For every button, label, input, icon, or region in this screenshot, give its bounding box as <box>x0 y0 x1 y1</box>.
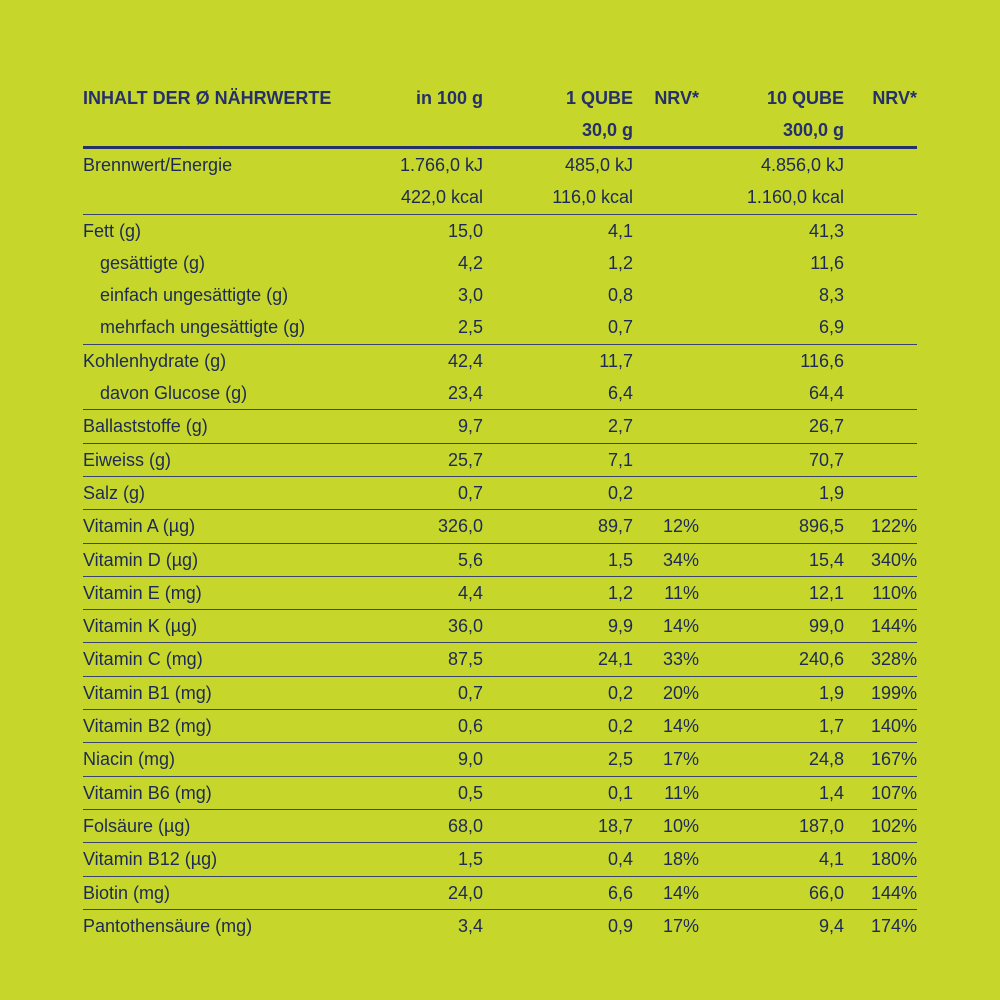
row-label: einfach ungesättigte (g) <box>100 285 289 306</box>
cell-10-qube: 26,7 <box>808 416 844 437</box>
cell-1-qube: 24,1 <box>597 649 633 670</box>
cell-nrv-10-qube: 107% <box>870 782 917 803</box>
header-nrv-10-qube: NRV* <box>872 88 917 108</box>
table-row <box>83 709 917 742</box>
row-label: Eiweiss (g) <box>83 449 172 470</box>
row-label: Biotin (mg) <box>83 882 171 903</box>
cell-per-100g: 24,0 <box>447 882 483 903</box>
cell-nrv-1-qube: 33% <box>662 649 699 670</box>
row-label: Folsäure (µg) <box>83 815 191 836</box>
cell-10-qube: 70,7 <box>808 449 844 470</box>
cell-nrv-10-qube: 199% <box>870 682 917 703</box>
cell-nrv-1-qube: 11% <box>664 782 699 803</box>
cell-10-qube: 99,0 <box>808 616 844 637</box>
row-label: Vitamin D (µg) <box>83 549 199 570</box>
table-row <box>83 279 917 311</box>
cell-per-100g: 15,0 <box>447 220 483 241</box>
table-body <box>83 149 917 942</box>
header-nrv-1-qube: NRV* <box>654 88 699 108</box>
table-row <box>83 149 917 181</box>
cell-1-qube: 4,1 <box>607 220 633 241</box>
cell-nrv-10-qube: 180% <box>870 849 917 870</box>
cell-10-qube: 6,9 <box>818 317 844 338</box>
cell-per-100g: 68,0 <box>447 815 483 836</box>
cell-nrv-1-qube: 14% <box>662 716 699 737</box>
header-per-100g: in 100 g <box>415 88 483 108</box>
table-row <box>83 509 917 542</box>
table-row <box>83 609 917 642</box>
cell-1-qube: 2,7 <box>607 416 633 437</box>
row-label: Fett (g) <box>83 220 142 241</box>
cell-per-100g: 3,4 <box>457 915 483 936</box>
row-label: Kohlenhydrate (g) <box>83 350 227 371</box>
cell-per-100g: 9,0 <box>457 749 483 770</box>
cell-per-100g: 0,5 <box>457 782 483 803</box>
cell-nrv-10-qube: 144% <box>870 616 917 637</box>
cell-per-100g: 36,0 <box>447 616 483 637</box>
subheader-10-qube-weight: 300,0 g <box>782 120 844 140</box>
table-row <box>83 311 917 343</box>
cell-per-100g: 2,5 <box>457 317 483 338</box>
row-label: gesättigte (g) <box>100 252 206 273</box>
row-label: Vitamin C (mg) <box>83 649 203 670</box>
cell-10-qube: 4,1 <box>818 849 844 870</box>
cell-1-qube: 2,5 <box>607 749 633 770</box>
table-row <box>83 181 917 213</box>
table-row <box>83 476 917 509</box>
cell-per-100g: 25,7 <box>447 449 483 470</box>
cell-10-qube: 11,6 <box>810 252 844 273</box>
cell-nrv-10-qube: 102% <box>870 815 917 836</box>
cell-10-qube: 240,6 <box>798 649 844 670</box>
cell-per-100g: 3,0 <box>457 285 483 306</box>
row-label: Brennwert/Energie <box>83 155 233 175</box>
cell-per-100g: 23,4 <box>447 383 483 404</box>
cell-1-qube: 0,7 <box>607 317 633 338</box>
cell-1-qube: 0,2 <box>607 682 633 703</box>
cell-per-100g: 0,7 <box>457 682 483 703</box>
cell-10-qube: 64,4 <box>808 383 844 404</box>
cell-1-qube: 0,4 <box>607 849 633 870</box>
cell-per-100g: 4,4 <box>457 582 483 603</box>
cell-1-qube: 0,1 <box>607 782 633 803</box>
nutrition-table <box>83 80 917 942</box>
table-row <box>83 576 917 609</box>
table-row <box>83 247 917 279</box>
cell-1-qube: 6,6 <box>607 882 633 903</box>
cell-1-qube: 9,9 <box>607 616 633 637</box>
cell-10-qube: 1,9 <box>818 682 844 703</box>
table-row <box>83 409 917 442</box>
cell-per-100g: 4,2 <box>457 252 483 273</box>
cell-10-qube: 187,0 <box>798 815 844 836</box>
cell-10-qube: 12,1 <box>808 582 844 603</box>
table-row <box>83 443 917 476</box>
cell-nrv-10-qube: 328% <box>870 649 917 670</box>
cell-nrv-1-qube: 34% <box>662 549 699 570</box>
cell-nrv-10-qube: 174% <box>870 915 917 936</box>
cell-10-qube: 66,0 <box>808 882 844 903</box>
cell-per-100g: 1.766,0 kJ <box>399 155 483 175</box>
cell-nrv-10-qube: 122% <box>870 516 917 537</box>
table-row <box>83 909 917 942</box>
cell-per-100g: 87,5 <box>447 649 483 670</box>
cell-nrv-1-qube: 11% <box>664 582 699 603</box>
row-label: Vitamin A (µg) <box>83 516 196 537</box>
row-label: Vitamin E (mg) <box>83 582 202 603</box>
cell-nrv-10-qube: 144% <box>870 882 917 903</box>
cell-nrv-1-qube: 14% <box>662 616 699 637</box>
cell-nrv-1-qube: 14% <box>662 882 699 903</box>
cell-1-qube: 0,2 <box>607 716 633 737</box>
table-row <box>83 214 917 247</box>
cell-10-qube: 24,8 <box>808 749 844 770</box>
table-row <box>83 676 917 709</box>
cell-1-qube: 1,2 <box>607 582 633 603</box>
cell-10-qube: 1,7 <box>818 716 844 737</box>
cell-1-qube: 89,7 <box>597 516 633 537</box>
cell-10-qube: 4.856,0 kJ <box>760 155 844 175</box>
cell-nrv-1-qube: 10% <box>662 815 699 836</box>
table-header-row <box>83 80 917 112</box>
cell-1-qube: 6,4 <box>607 383 633 404</box>
cell-10-qube: 1,9 <box>818 482 844 503</box>
cell-nrv-1-qube: 17% <box>662 915 699 936</box>
cell-nrv-10-qube: 167% <box>870 749 917 770</box>
cell-nrv-10-qube: 340% <box>870 549 917 570</box>
table-subheader-row <box>83 112 917 144</box>
row-label: davon Glucose (g) <box>100 383 248 404</box>
cell-10-qube: 15,4 <box>808 549 844 570</box>
cell-nrv-1-qube: 20% <box>662 682 699 703</box>
cell-per-100g: 42,4 <box>447 350 483 371</box>
row-label: Niacin (mg) <box>83 749 176 770</box>
table-row <box>83 543 917 576</box>
cell-per-100g: 422,0 kcal <box>400 187 483 208</box>
table-row <box>83 776 917 809</box>
cell-10-qube: 9,4 <box>818 915 844 936</box>
table-row <box>83 377 917 409</box>
cell-1-qube: 1,2 <box>607 252 633 273</box>
cell-1-qube: 0,8 <box>607 285 633 306</box>
subheader-1-qube-weight: 30,0 g <box>581 120 633 140</box>
cell-per-100g: 5,6 <box>457 549 483 570</box>
table-row <box>83 642 917 675</box>
cell-10-qube: 896,5 <box>798 516 844 537</box>
cell-per-100g: 9,7 <box>457 416 483 437</box>
cell-1-qube: 0,2 <box>607 482 633 503</box>
cell-1-qube: 7,1 <box>607 449 633 470</box>
table-row <box>83 842 917 875</box>
header-label-column: INHALT DER Ø NÄHRWERTE <box>83 88 332 108</box>
cell-1-qube: 18,7 <box>597 815 633 836</box>
cell-per-100g: 326,0 <box>437 516 483 537</box>
cell-1-qube: 485,0 kJ <box>564 155 633 175</box>
table-row <box>83 876 917 909</box>
cell-nrv-10-qube: 140% <box>870 716 917 737</box>
row-label: Vitamin B1 (mg) <box>83 682 212 703</box>
cell-nrv-1-qube: 12% <box>662 516 699 537</box>
row-label: Vitamin K (µg) <box>83 616 198 637</box>
table-row <box>83 742 917 775</box>
cell-1-qube: 11,7 <box>599 350 633 371</box>
cell-10-qube: 1.160,0 kcal <box>746 187 844 208</box>
cell-nrv-10-qube: 110% <box>872 582 917 603</box>
cell-nrv-1-qube: 17% <box>662 749 699 770</box>
cell-1-qube: 116,0 kcal <box>552 187 633 208</box>
cell-10-qube: 116,6 <box>800 350 844 371</box>
cell-10-qube: 41,3 <box>808 220 844 241</box>
cell-10-qube: 8,3 <box>818 285 844 306</box>
cell-per-100g: 0,7 <box>457 482 483 503</box>
cell-10-qube: 1,4 <box>818 782 844 803</box>
row-label: mehrfach ungesättigte (g) <box>100 317 306 338</box>
cell-per-100g: 1,5 <box>457 849 483 870</box>
cell-nrv-1-qube: 18% <box>662 849 699 870</box>
table-row <box>83 344 917 377</box>
row-label: Vitamin B2 (mg) <box>83 716 212 737</box>
cell-per-100g: 0,6 <box>457 716 483 737</box>
cell-1-qube: 0,9 <box>607 915 633 936</box>
row-label: Ballaststoffe (g) <box>83 416 208 437</box>
row-label: Pantothensäure (mg) <box>83 915 253 936</box>
header-1-qube: 1 QUBE <box>565 88 633 108</box>
cell-1-qube: 1,5 <box>607 549 633 570</box>
row-label: Vitamin B12 (µg) <box>83 849 218 870</box>
table-row <box>83 809 917 842</box>
header-10-qube: 10 QUBE <box>766 88 844 108</box>
row-label: Salz (g) <box>83 482 146 503</box>
row-label: Vitamin B6 (mg) <box>83 782 212 803</box>
